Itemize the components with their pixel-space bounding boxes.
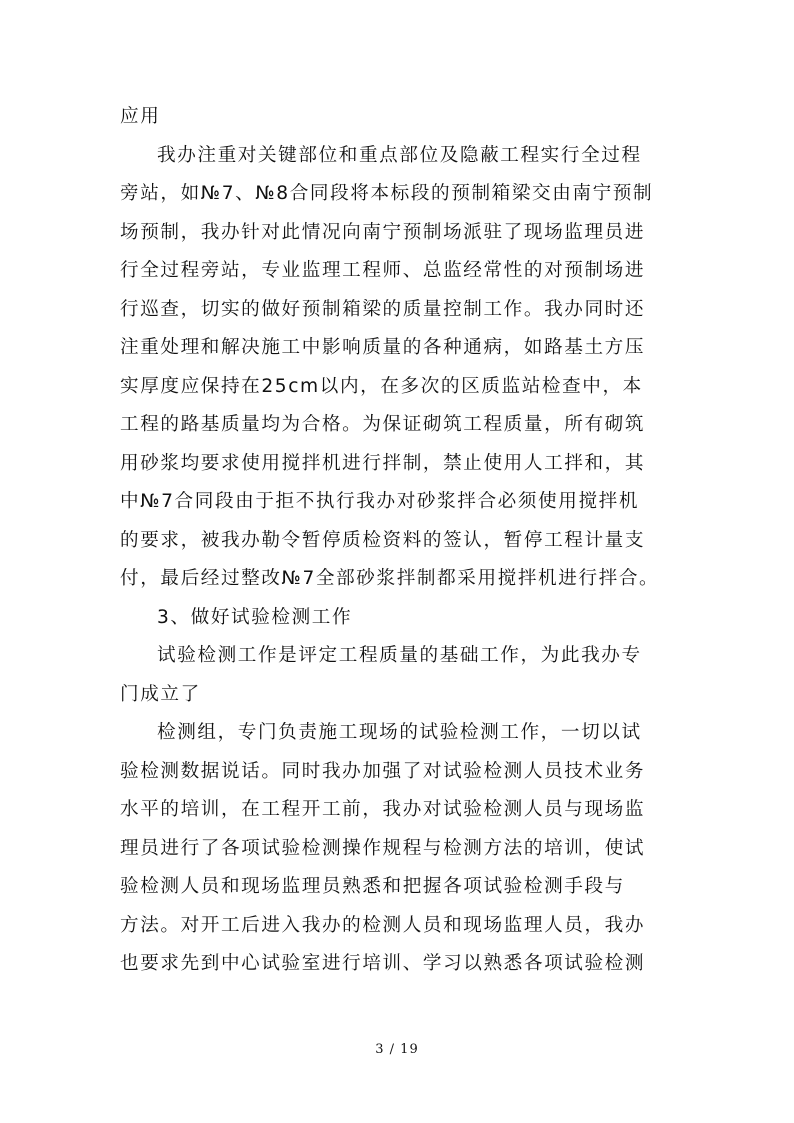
text-line: 工程的路基质量均为合格。为保证砌筑工程质量，所有砌筑 bbox=[120, 414, 646, 435]
text-line: 实厚度应保持在25cm以内，在多次的区质监站检查中，本 bbox=[120, 375, 643, 397]
text-line: 付，最后经过整改№7全部砂浆拌制都采用搅拌机进行拌合。 bbox=[120, 568, 660, 589]
text-line: 水平的培训，在工程开工前，我办对试验检测人员与现场监 bbox=[120, 799, 646, 820]
text-line: 也要求先到中心试验室进行培训、学习以熟悉各项试验检测 bbox=[120, 953, 646, 974]
text-line: 行巡查，切实的做好预制箱梁的质量控制工作。我办同时还 bbox=[120, 298, 646, 320]
text-line: 应用 bbox=[120, 106, 161, 127]
text-line: 场预制，我办针对此情况向南宁预制场派驻了现场监理员进 bbox=[120, 221, 646, 243]
text-line: 中№7合同段由于拒不执行我办对砂浆拌合必须使用搅拌机 bbox=[120, 491, 640, 512]
text-line: 用砂浆均要求使用搅拌机进行拌制，禁止使用人工拌和，其 bbox=[120, 452, 646, 474]
text-line: 试验检测工作是评定工程质量的基础工作，为此我办专 bbox=[157, 645, 642, 666]
text-line: 方法。对开工后进入我办的检测人员和现场监理人员，我办 bbox=[120, 914, 646, 936]
text-line: 的要求，被我办勒令暂停质检资料的签认，暂停工程计量支 bbox=[120, 529, 646, 551]
page-number: 3 / 19 bbox=[375, 1042, 419, 1057]
body-text bbox=[120, 98, 686, 984]
text-line: 行全过程旁站，专业监理工程师、总监经常性的对预制场进 bbox=[120, 260, 646, 281]
text-line: 我办注重对关键部位和重点部位及隐蔽工程实行全过程 bbox=[157, 144, 642, 166]
text-line: 理员进行了各项试验检测操作规程与检测方法的培训，使试 bbox=[120, 837, 646, 859]
text-line: 门成立了 bbox=[120, 683, 201, 705]
text-line: 注重处理和解决施工中影响质量的各种通病，如路基土方压 bbox=[120, 337, 646, 358]
text-line: 旁站，如№7、№8合同段将本标段的预制箱梁交由南宁预制 bbox=[120, 183, 654, 204]
text-line: 检测组，专门负责施工现场的试验检测工作，一切以试 bbox=[157, 722, 642, 743]
section-heading: 3、做好试验检测工作 bbox=[157, 606, 353, 628]
text-line: 验检测数据说话。同时我办加强了对试验检测人员技术业务 bbox=[120, 760, 646, 782]
text-line: 验检测人员和现场监理员熟悉和把握各项试验检测手段与 bbox=[120, 876, 625, 897]
